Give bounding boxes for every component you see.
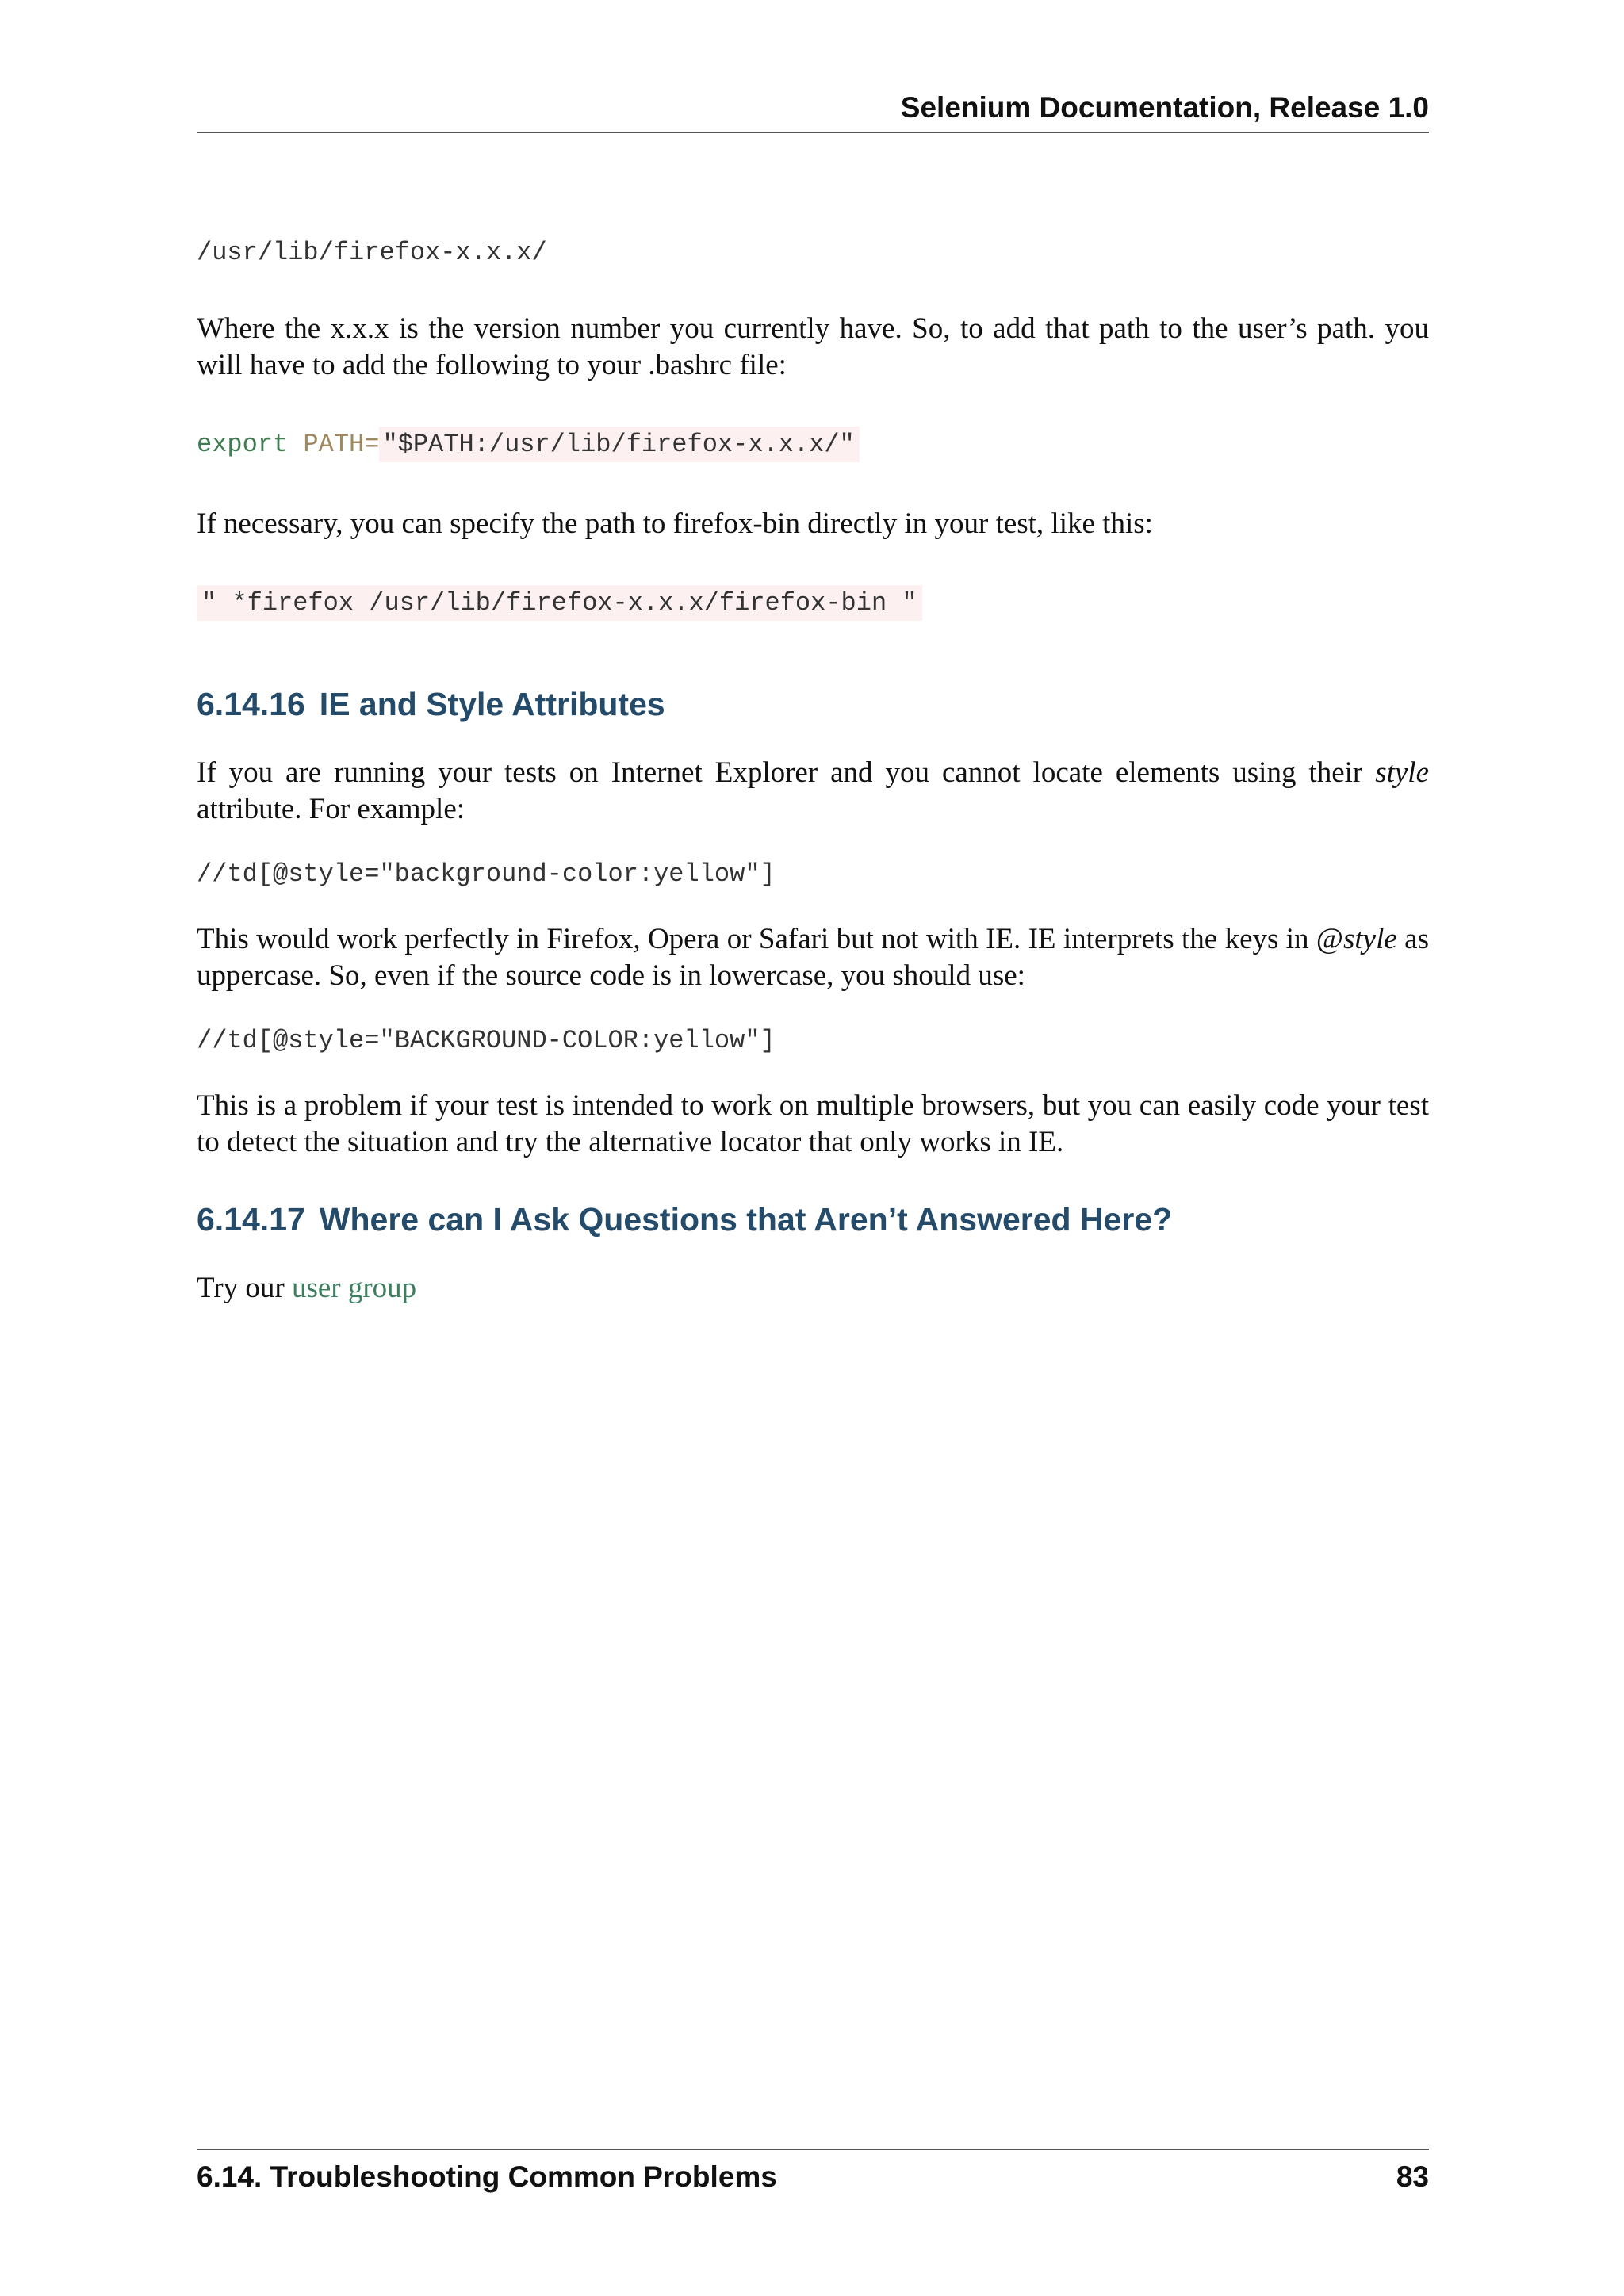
page-number: 83 bbox=[1396, 2160, 1429, 2193]
firefox-path-code: /usr/lib/firefox-x.x.x/ bbox=[197, 238, 547, 267]
document-page bbox=[197, 0, 1429, 2296]
paragraph-ie-style-intro bbox=[197, 755, 1429, 828]
text-run: If you are running your tests on Internet Explorer and you cannot locate elements using their bbox=[197, 756, 1376, 789]
section-heading-ie-style bbox=[197, 683, 1429, 725]
section-heading-questions bbox=[197, 1199, 1429, 1240]
section-number: 6.14.16 bbox=[197, 686, 305, 722]
path-string: "$PATH:/usr/lib/firefox-x.x.x/" bbox=[379, 427, 859, 462]
paragraph-version-path: Where the x.x.x is the version number you currently have. So, to add that path to the user’s path. you will have to add the following to your .bashrc file: bbox=[197, 312, 1429, 381]
text-run: as uppercase. So, even if the source code is in lowercase, you should use: bbox=[197, 923, 1429, 992]
section-title: Where can I Ask Questions that Aren’t Answered Here? bbox=[319, 1201, 1173, 1238]
emphasis-style: style bbox=[1375, 756, 1429, 789]
firefox-bin-code-block bbox=[197, 585, 1429, 622]
xpath-uppercase-code: //td[@style="BACKGROUND-COLOR:yellow"] bbox=[197, 1026, 776, 1055]
firefox-bin-code: " *firefox /usr/lib/firefox-x.x.x/firefox-bin " bbox=[197, 585, 922, 621]
text-run: This would work perfectly in Firefox, Opera or Safari but not with IE. IE interprets the keys in @ bbox=[197, 923, 1343, 955]
xpath-lowercase-code: //td[@style="background-color:yellow"] bbox=[197, 859, 776, 889]
paragraph-firefox-bin: If necessary, you can specify the path to firefox-bin directly in your test, like this: bbox=[197, 507, 1153, 540]
text-run: Try our bbox=[197, 1272, 292, 1304]
running-header bbox=[197, 87, 1429, 133]
paragraph-user-group bbox=[197, 1270, 1429, 1307]
bashrc-export-code bbox=[197, 427, 1429, 463]
emphasis-style: style bbox=[1342, 923, 1397, 955]
running-header-title: Selenium Documentation, Release 1.0 bbox=[900, 91, 1429, 124]
page-content bbox=[197, 235, 1429, 1307]
user-group-link[interactable]: user group bbox=[291, 1272, 417, 1304]
running-footer bbox=[197, 2149, 1429, 2198]
section-number: 6.14.17 bbox=[197, 1201, 305, 1238]
section-title: IE and Style Attributes bbox=[319, 686, 665, 722]
path-variable: PATH= bbox=[303, 430, 380, 459]
paragraph-multiple-browsers: This is a problem if your test is intended to work on multiple browsers, but you can easily code your test to detect the situation and try the alternative locator that only works in IE. bbox=[197, 1089, 1429, 1158]
text-run: attribute. For example: bbox=[197, 793, 465, 825]
paragraph-ie-uppercase bbox=[197, 921, 1429, 994]
footer-section-label: 6.14. Troubleshooting Common Problems bbox=[197, 2160, 777, 2193]
export-keyword: export bbox=[197, 430, 289, 459]
